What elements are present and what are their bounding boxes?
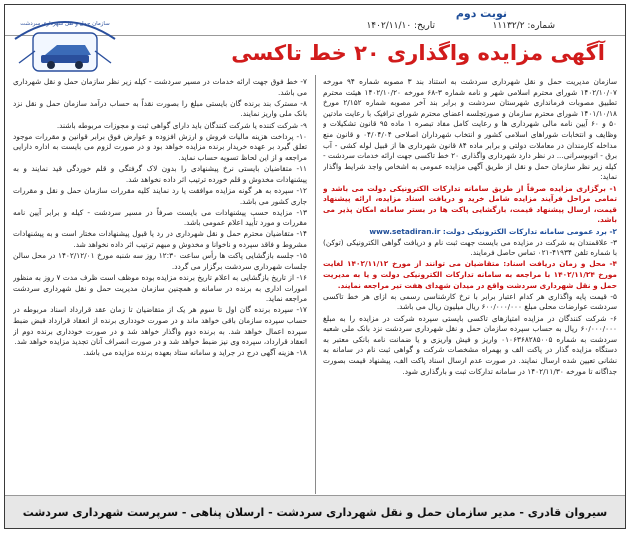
- notice-clause: ۵- قیمت پایه واگذاری هر کدام اعتبار برابر با نرخ کارشناسی رسمی به ازای هر خط تاکسی سردشت عوارضات محلی مبلغ ۶۰۰/۰۰۰/۰۰۰ ریال میلیون ریال می باشد.: [323, 291, 617, 312]
- notice-number: شماره: ۱۱۱۳۲/۲: [492, 21, 555, 31]
- turn-label: نوبت دوم: [455, 7, 507, 20]
- notice-clause: ۱۰- پرداخت هزینه مالیات فروش و ارزش افزوده و عوارض فوق برابر قوانین و مقررات موجود تعلق گیرد بر عهده خریدار برنده مزایده خواهد بود و در صورت لزوم می بایست به اداره دارایی مراجعه و از این لحاظ تسویه حساب نماید.: [13, 131, 307, 162]
- notice-clause: ۶- شرکت کنندگان در مزایده امتیازهای تاکسی بایستی سپرده شرکت در مزایده را به مبلغ ۶۰/۰۰۰/۰۰۰ ریال به حساب سپرده سازمان حمل و نقل شهرداری سردشت نزد بانک ملی شعبه سردشت به شماره ۰۱۰۶۳۶۸۲۸۵۰۰۵ واریز و فیش واریزی و یا ضمانت نامه بانکی معتبر به دستگاه مزایده گذار در پاکت الف و بهمراه مشخصات شرکت و گواهی ثبت نام در سامانه به نشانی تعیین شده ارسال نمایند. در صورت عدم ارسال اسناد پاکت الف، پیشنهاد قیمت بصورت جداگانه تا مورخه ۱۴۰۲/۱۱/۳۰ در سامانه تدارکات ثبت و بارگذاری شود.: [323, 313, 617, 376]
- notice-clause: ۱۳- مزایده حسب پیشنهادات می بایست صرفاً در مسیر سردشت - کیله و برابر آیین نامه مقررات و مورد تأیید اعلام عمومی باشد.: [13, 207, 307, 228]
- notice-clause: ۴- محل و زمان دریافت اسناد: متقاضیان می توانند از مورخ ۱۴۰۲/۱۱/۱۲ لغایت مورخ ۱۴۰۲/۱۱/۲۴ با مراجعه به سامانه تدارکات الکترونیکی دولت و یا به مدیریت حمل و نقل شهرداری سردشت واقع در میدان شهدای هفت تیر مراجعه نمایند.: [323, 259, 617, 290]
- notice-clause: ۱۱- متقاضیان بایستی نرخ پیشنهادی را بدون لاک گرفتگی و قلم خوردگی قید نمایند و به پیشنهادات مخدوش و قلم خورده ترتیب اثر داده نخواهد شد.: [13, 164, 307, 184]
- notice-clause: ۱۷- سپرده برنده گان اول تا سوم هر یک از متقاضیان تا زمان عقد قرارداد اسناد مربوطه در حساب سپرده سازمان باقی خواهد ماند و در صورت خودداری برنده از انعقاد قرارداد قبض ضبط سپرده اعمال خواهد شد. به برنده دوم واگذار خواهد شد و در صورت خودداری برنده دوم از انعقاد قرارداد، سپرده وی نیز ضبط خواهد شد و در صورت انصراف آنان تجدید مزایده خواهد شد.: [13, 305, 307, 347]
- notice-clause: ۱۴- متقاضیان محترم حمل و نقل شهرداری در رد یا قبول پیشنهادات مختار است و به پیشنهادات مشروط و فاقد سپرده و ناخوانا و مخدوش و مبهم ترتیب اثر داده نخواهد شد.: [13, 229, 307, 250]
- notice-clause: ۱۲- سپرده به هر گونه مزایده موافقت یا رد نمایند کلیه مقررات سازمان حمل و نقل و مقررات جاری کشور می باشد.: [13, 185, 307, 206]
- logo-caption: سازمان حمل و نقل شهرداری سردشت: [20, 21, 110, 27]
- notice-clause: ۲- برد عمومی سامانه تدارکات الکترونیکی دولت: www.setadiran.ir: [369, 226, 617, 236]
- page-title: آگهی مزایده واگذاری ۲۰ خط تاکسی: [231, 41, 605, 65]
- organization-logo: [11, 11, 119, 77]
- right-column: [323, 77, 617, 492]
- left-column: [13, 77, 307, 492]
- notice-clause: ۱۶- از تاریخ بازگشایی به اعلام تاریخ برنده مزایده بوده موظف است ظرف مدت ۷ روز به منظور امورات اداری به برنده در سامانه و همچنین سازمان مدیریت حمل و نقل شهرداری سردشت مراجعه نماید.: [13, 273, 307, 304]
- notice-clause: ۱۸- هزینه آگهی درج در جراید و سامانه ستاد بعهده برنده مزایده می باشد.: [83, 348, 307, 358]
- notice-date: تاریخ: ۱۴۰۲/۱۱/۱۰: [366, 21, 435, 31]
- notice-clause: ۳- علاقمندان به شرکت در مزایده می بایست جهت ثبت نام و دریافت گواهی الکترونیکی (توکن) با شماره تلفن ۴۱۹۳۴-۰۲۱ تماس حاصل فرمایند.: [323, 237, 617, 258]
- notice-clause: ۱۵- جلسه بازگشایی پاکت ها رأس ساعت ۱۲:۳۰ روز سه شنبه مورخ ۱۴۰۲/۱۲/۰۱ در محل سالن جلسات شهرداری سردشت برگزار می گردد.: [13, 251, 307, 271]
- notice-clause: سازمان مدیریت حمل و نقل شهرداری سردشت به استناد بند ۳ مصوبه شماره ۹۴ مورخه ۱۴۰۲/۱۰/۰۷ شورای محترم اسلامی شهر و نامه شماره ۳-۶۸ مورخه ۱۴۰۲/۱۰/۲۰ هیئت محترم تطبیق مصوبات فرمانداری شهرستان سردشت و برابر بند آخر مصوبه شماره ۲/۱۵۲ مورخ ۱۴۰۱/۱۰/۱۸ شورای محترم سازمان و صورتجلسه اعضای محترم شورای ترافیک با رعایت مادتین ۵۰ و ۶۰ آیین نامه مالی شهرداری ها و رعایت کامل مفاد تبصره ۱ ماده ۹۵ قانون تشکیلات و وظایف و انتخابات شوراهای اسلامی کشور و انتخاب شهرداران اصلاحی ۰۴/۰۴/۰۴ و قانون منع مداخله کارمندان در معاملات دولتی و برابر ماده ۸۴ قانون شهرداری ها از قبیل لوله کشی - آب برق - اتوبوسرانی... در نظر دارد شهرداری واگذاری ۲۰ خط تاکسی جهت ارائه خدمات سردشت - کیله زیر نظر سازمان حمل و نقل از طریق آگهی مزایده عمومی به اشخاص واجد شرایط واگذار نماید:: [323, 77, 617, 182]
- notice-clause: ۸- مسترک بند برنده گان بایستی مبلغ را بصورت نقداً به حساب درآمد سازمان حمل و نقل نزد بانک ملی واریز نمایند.: [13, 98, 307, 119]
- notice-clause: ۷- خط فوق جهت ارائه خدمات در مسیر سردشت - کیله زیر نظر سازمان حمل و نقل شهرداری می باشد.: [13, 77, 307, 97]
- footer-signature: سیروان قادری - مدیر سازمان حمل و نقل شهرداری سردشت - ارسلان پناهی - سرپرست شهرداری سردشت: [22, 505, 608, 519]
- notice-clause: ۹- شرکت کننده یا شرکت کنندگان باید دارای گواهی ثبت و مجوزات مربوطه باشند.: [56, 120, 307, 130]
- notice-clause: ۱- برگزاری مزایده صرفاً از طریق سامانه تدارکات الکترونیکی دولت می باشد و تمامی مراحل فرآیند مزایده شامل خرید و دریافت اسناد مزایده، ارائه پیشنهاد قیمت، ارسال پیشنهاد قیمت، بازگشایی پاکت ها در بستر سامانه امکان پذیر می باشد.: [323, 183, 617, 225]
- column-divider: [315, 75, 316, 494]
- notice-page: [4, 4, 626, 529]
- footer-bar: [5, 495, 625, 528]
